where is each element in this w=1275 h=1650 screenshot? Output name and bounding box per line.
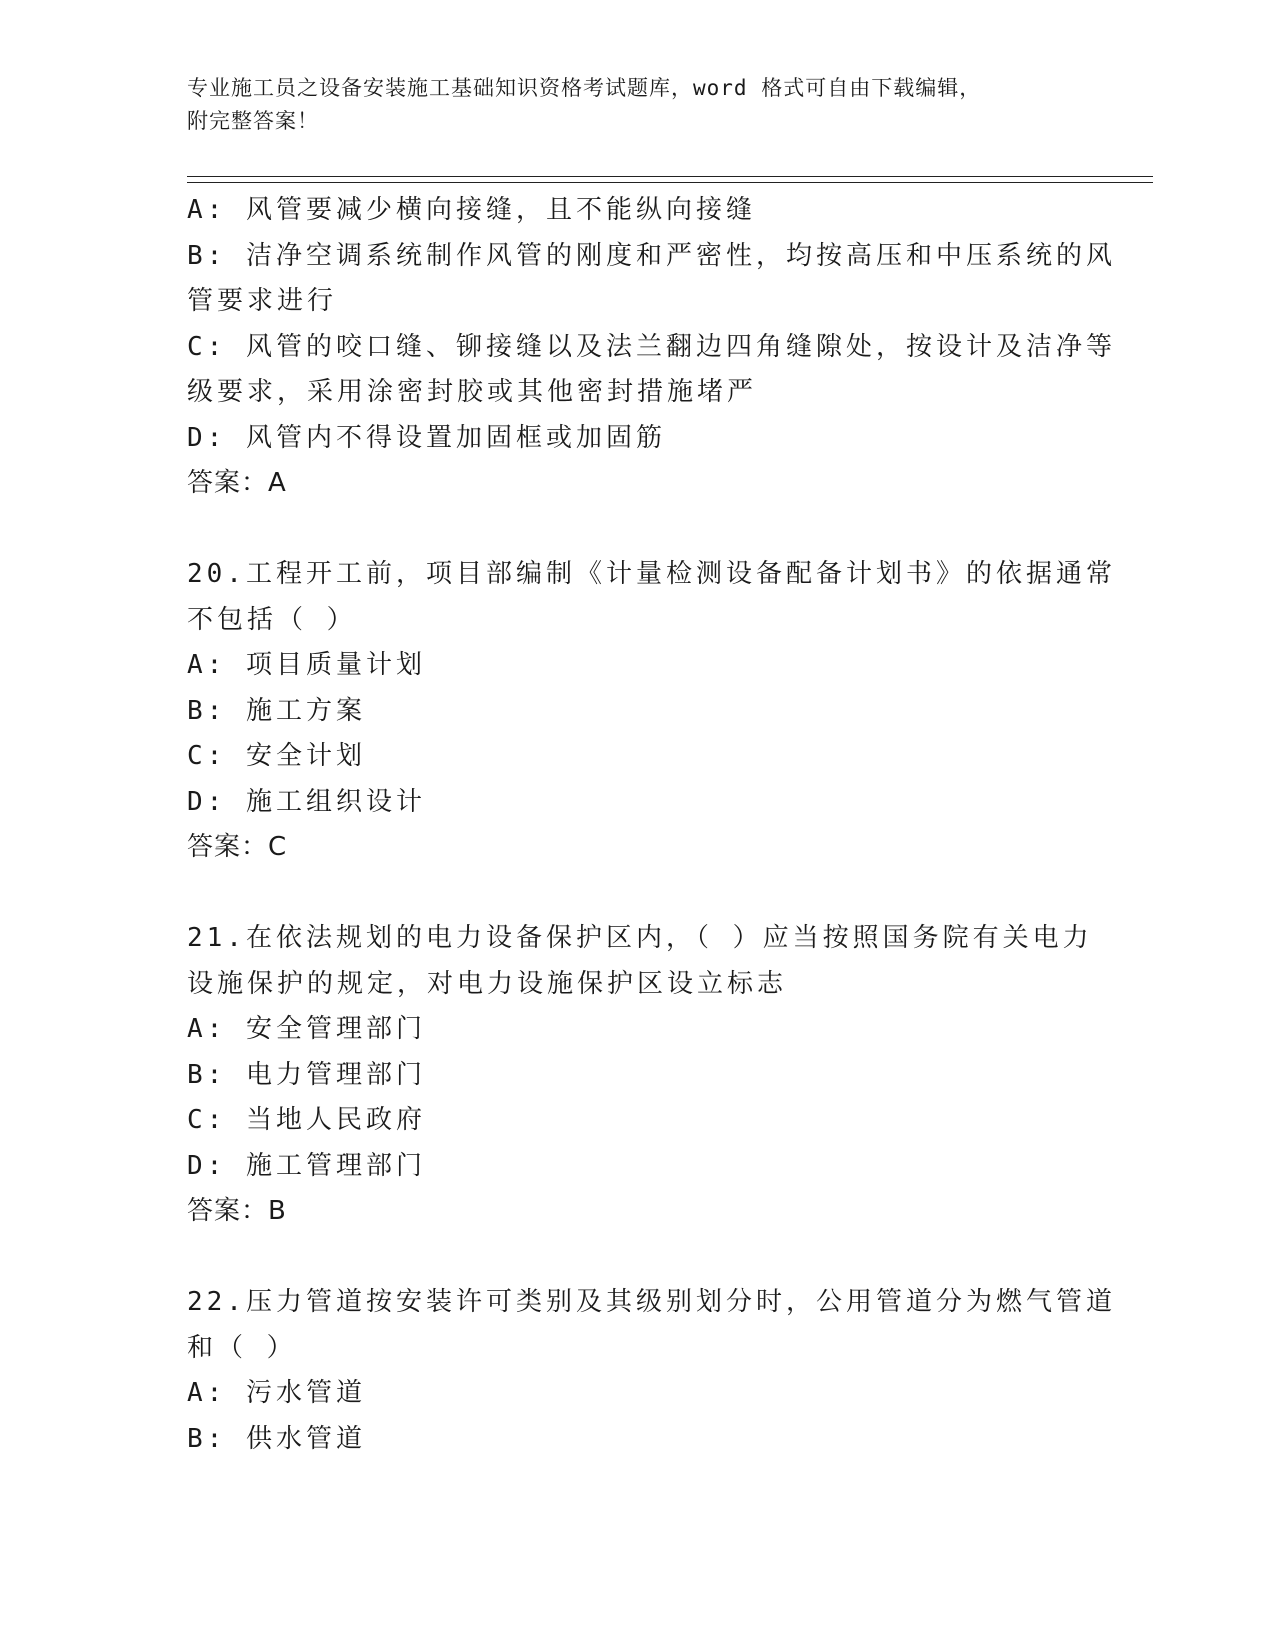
option-a: A: 项目质量计划 [187, 650, 426, 680]
option-c: C: 安全计划 [187, 741, 366, 771]
question-stem-continued: 不包括（ ） [187, 604, 357, 635]
question-stem: 22.压力管道按安装许可类别及其级别划分时，公用管道分为燃气管道 [187, 1287, 1116, 1317]
answer: 答案：A [187, 468, 287, 498]
question-stem: 20.工程开工前，项目部编制《计量检测设备配备计划书》的依据通常 [187, 559, 1116, 589]
option-b: B: 施工方案 [187, 695, 366, 726]
option-a: A: 污水管道 [187, 1378, 366, 1408]
option-b: B: 洁净空调系统制作风管的刚度和严密性，均按高压和中压系统的风 [187, 240, 1116, 271]
question-stem-continued: 设施保护的规定，对电力设施保护区设立标志 [187, 968, 788, 999]
question-stem-continued: 和（ ） [187, 1332, 297, 1363]
document-header [187, 72, 1067, 138]
option-d: D: 施工管理部门 [187, 1150, 426, 1181]
option-b-continued: 管要求进行 [187, 286, 338, 316]
header-divider-top [187, 176, 1153, 177]
spacer [187, 507, 1087, 553]
spacer [187, 1235, 1087, 1281]
header-line-1: 专业施工员之设备安装施工基础知识资格考试题库，word 格式可自由下载编辑， [187, 76, 982, 100]
option-c: C: 风管的咬口缝、铆接缝以及法兰翻边四角缝隙处，按设计及洁净等 [187, 331, 1116, 362]
answer: 答案：B [187, 1196, 287, 1226]
option-a: A: 安全管理部门 [187, 1014, 426, 1044]
option-b: B: 电力管理部门 [187, 1059, 426, 1090]
spacer [187, 871, 1087, 917]
question-list [187, 188, 1116, 1462]
option-a: A: 风管要减少横向接缝，且不能纵向接缝 [187, 195, 756, 225]
header-line-2: 附完整答案！ [187, 109, 319, 133]
answer: 答案：C [187, 832, 288, 862]
question-stem: 21.在依法规划的电力设备保护区内，（ ）应当按照国务院有关电力 [187, 923, 1093, 953]
option-c: C: 当地人民政府 [187, 1105, 426, 1135]
option-d: D: 风管内不得设置加固框或加固筋 [187, 422, 666, 453]
question-20 [187, 552, 1116, 871]
question-21 [187, 916, 1093, 1235]
question-22 [187, 1280, 1116, 1462]
option-b: B: 供水管道 [187, 1423, 366, 1454]
option-d: D: 施工组织设计 [187, 786, 426, 817]
header-divider-bottom [187, 182, 1153, 183]
question-19-options [187, 188, 1116, 507]
option-c-continued: 级要求，采用涂密封胶或其他密封措施堵严 [187, 377, 758, 407]
